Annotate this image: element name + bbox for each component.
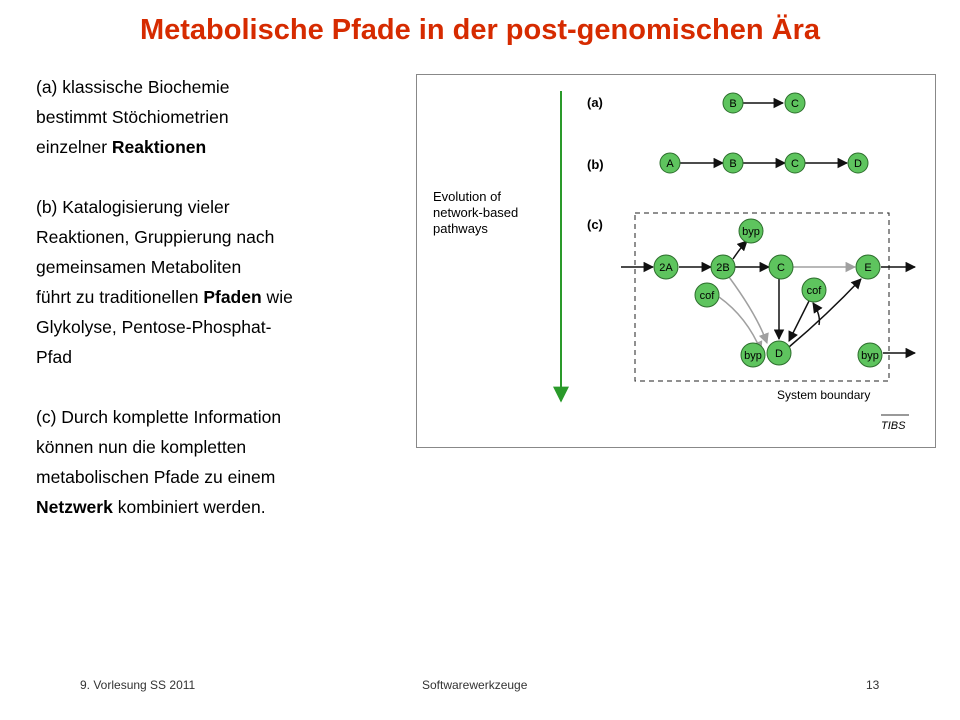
evolution-label-line1: Evolution of [433,189,501,204]
text-b-line5: Glykolyse, Pentose-Phosphat- [36,317,272,337]
pathway-figure [416,74,936,448]
node-a-b [723,93,743,113]
footer-lecture: 9. Vorlesung SS 2011 [80,678,196,692]
node-c-byp-top-label: byp [742,226,760,238]
node-c-byp-right [858,343,882,367]
node-c-d-label: D [775,348,783,360]
text-a-line1: (a) klassische Biochemie [36,77,230,97]
text-a-line3-bold: Reaktionen [111,137,207,157]
footer-course: Softwarewerkzeuge [422,678,528,692]
panel-label-c: (c) [587,217,603,232]
node-c-byp-left [741,343,765,367]
text-b-line3: gemeinsamen Metaboliten [36,257,242,277]
node-c-byp-left-label: byp [744,350,762,362]
text-b-line4-pre: führt zu traditionellen [36,287,204,307]
edge-2b-byp [733,241,747,259]
system-boundary-label: System boundary [777,388,871,402]
node-b-b [723,153,743,173]
node-b-d-label: D [854,158,862,170]
node-b-a [660,153,680,173]
node-c-2b-label: 2B [716,262,730,274]
node-c-byp-top [739,219,763,243]
slide-title: Metabolische Pfade in der post-genomischen Ära [139,14,821,46]
node-c-cof-left [695,283,719,307]
node-b-c-label: C [791,158,799,170]
node-b-c [785,153,805,173]
node-c-byp-right-label: byp [861,350,879,362]
node-c-cof-mid [802,278,826,302]
evolution-label-line2: network-based [433,205,519,220]
text-c-line1: (c) Durch komplette Information [36,407,282,427]
text-c-line4-bold: Netzwerk [36,497,113,517]
journal-label: TIBS [881,420,906,432]
text-b-line6: Pfad [36,347,72,367]
node-c-d [767,341,791,365]
node-c-2b [711,255,735,279]
node-c-e [856,255,880,279]
text-c-line2: können nun die kompletten [36,437,247,457]
node-c-cof-mid-label: cof [806,285,822,297]
text-b-line2: Reaktionen, Gruppierung nach [36,227,275,247]
node-a-c [785,93,805,113]
text-a-line3 [36,132,396,162]
node-a-c-label: C [791,98,799,110]
node-b-a-label: A [666,158,674,170]
node-c-2a [654,255,678,279]
node-b-b-label: B [729,158,737,170]
pathway-diagram [417,75,935,447]
panel-label-a: (a) [587,95,603,110]
text-c-line3: metabolischen Pfade zu einem [36,467,276,487]
node-c-c [769,255,793,279]
node-c-cof-left-label: cof [699,290,715,302]
text-c-line4 [36,492,396,522]
text-b-line4 [36,282,396,312]
text-c-line4-post: kombiniert werden. [112,497,266,517]
footer-page-number: 13 [866,678,880,692]
node-b-d [848,153,868,173]
text-b-line1: (b) Katalogisierung vieler [36,197,230,217]
text-a-line3-pre: einzelner [36,137,112,157]
node-a-b-label: B [729,98,737,110]
text-b-line4-post: wie [261,287,293,307]
node-c-e-label: E [864,262,872,274]
node-c-2a-label: 2A [659,262,673,274]
description-text [36,72,396,522]
text-b-line4-bold: Pfaden [203,287,262,307]
evolution-label-line3: pathways [433,221,488,236]
text-a-line2: bestimmt Stöchiometrien [36,107,229,127]
edge-cof-mid-d [789,301,809,341]
node-c-c-label: C [777,262,785,274]
panel-label-b: (b) [587,157,604,172]
